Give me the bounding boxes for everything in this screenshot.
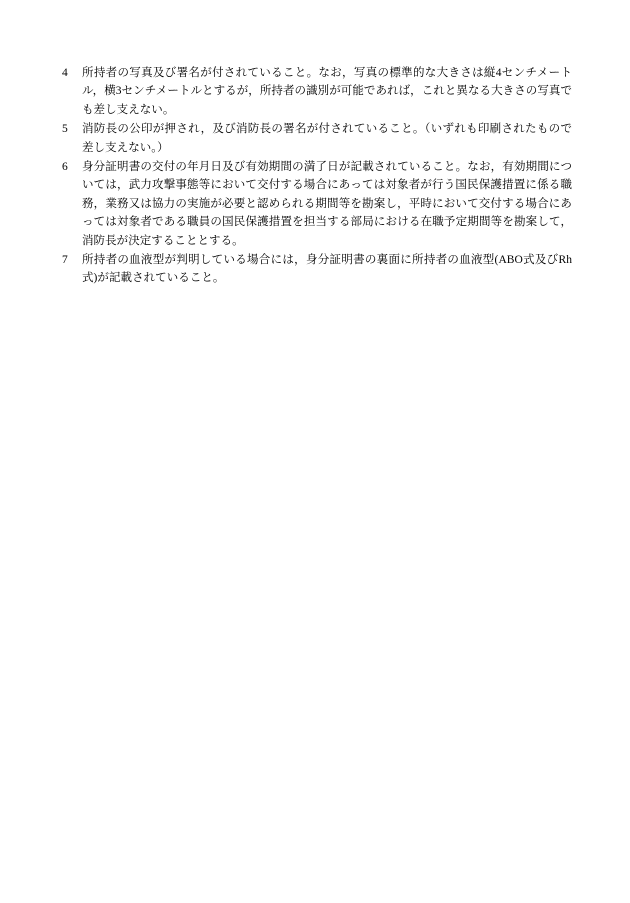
list-item-text: 身分証明書の交付の年月日及び有効期間の満了日が記載されていること。なお，有効期間については，武力攻撃事態等において交付する場合にあっては対象者が行う国民保護措置に係る職務，業務又は協力の実施が必要と認められる期間等を勘案し，平時において交付する場合にあっては対象者である職員の国民保護措置を担当する部局における在職予定期間等を勘案して，消防長が決定することとする。 bbox=[82, 161, 572, 247]
list-item-number: 6 bbox=[62, 161, 68, 174]
list-item bbox=[62, 158, 572, 250]
list-item bbox=[62, 120, 572, 157]
list-item-text: 所持者の血液型が判明している場合には，身分証明書の裏面に所持者の血液型(ABO式及びRh式)が記載されていること。 bbox=[82, 254, 572, 285]
list-item-number: 5 bbox=[62, 123, 68, 136]
list-item bbox=[62, 64, 572, 119]
list-item-text: 所持者の写真及び署名が付されていること。なお，写真の標準的な大きさは縦4センチメートル，横3センチメートルとするが，所持者の識別が可能であれば，これと異なる大きさの写真でも差し支えない。 bbox=[82, 67, 572, 116]
list-item-number: 4 bbox=[62, 67, 68, 79]
list-item-text: 消防長の公印が押され，及び消防長の署名が付されていること。（いずれも印刷されたもので差し支えない。） bbox=[82, 123, 572, 154]
list-item-number: 7 bbox=[62, 254, 68, 267]
list-item bbox=[62, 251, 572, 288]
document-body bbox=[62, 64, 572, 289]
